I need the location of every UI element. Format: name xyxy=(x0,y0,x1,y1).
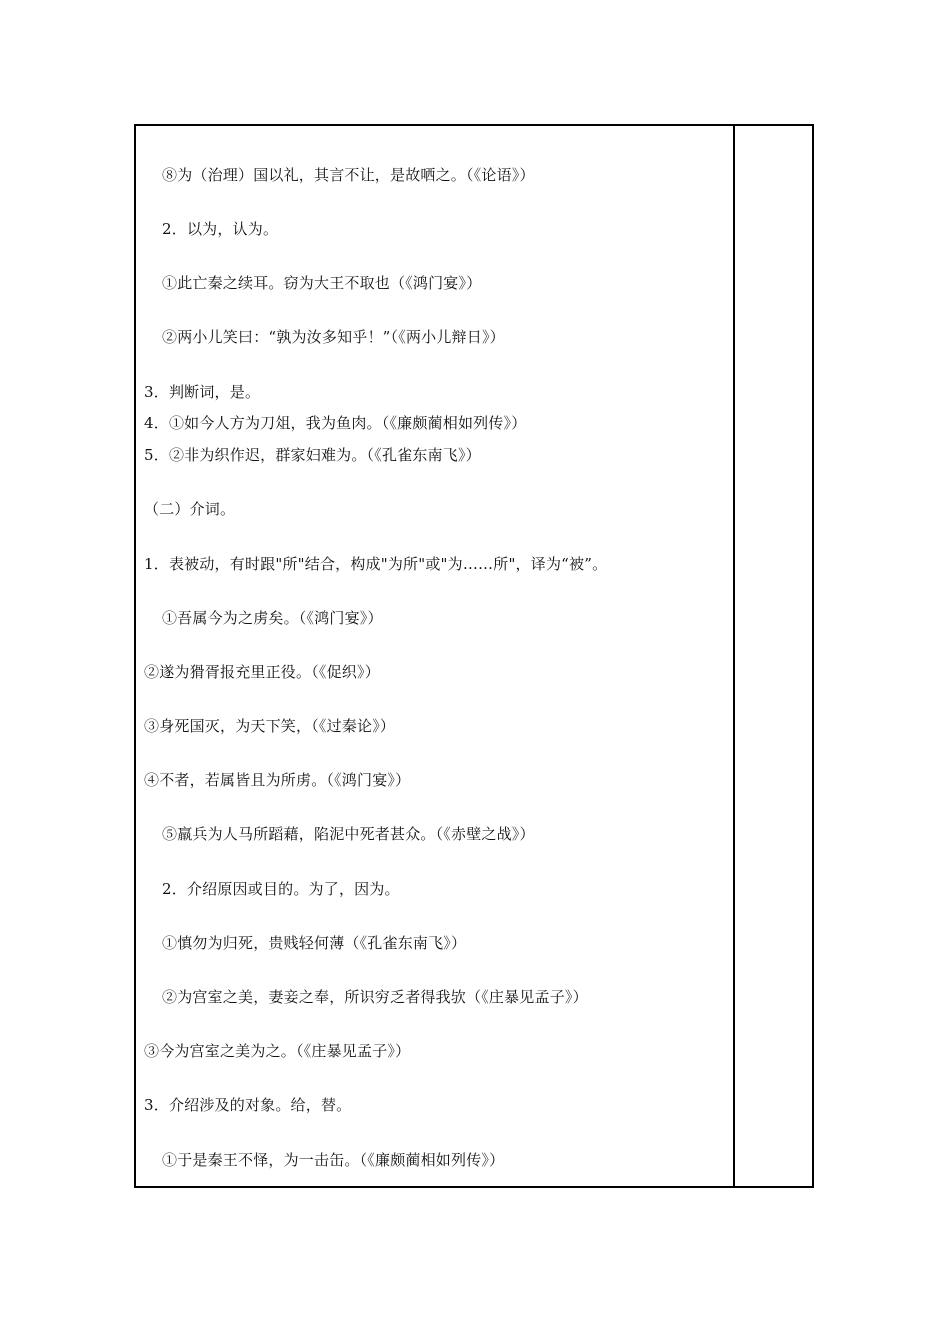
text-line: ①吾属今为之虏矣。（《鸿门宴》） xyxy=(162,609,383,627)
text-line: ①慎勿为归死，贵贱轻何薄（《孔雀东南飞》） xyxy=(162,934,467,952)
text-line: （二）介词。 xyxy=(144,500,236,518)
text-line: ⑤羸兵为人马所蹈藉，陷泥中死者甚众。（《赤壁之战》） xyxy=(162,825,535,843)
text-line: ③身死国灭，为天下笑，（《过秦论》） xyxy=(144,717,396,735)
text-line: ⑧为（治理）国以礼，其言不让，是故哂之。（《论语》） xyxy=(162,166,535,184)
text-line: ④不者，若属皆且为所虏。（《鸿门宴》） xyxy=(144,771,411,789)
text-line: 2．介绍原因或目的。为了，因为。 xyxy=(162,880,400,898)
text-line: ②为宫室之美，妻妾之奉，所识穷乏者得我欤（《庄暴见孟子》） xyxy=(162,988,588,1006)
text-line: 5．②非为织作迟，群家妇难为。（《孔雀东南飞》） xyxy=(144,446,481,464)
text-line: 2．以为，认为。 xyxy=(162,220,279,238)
text-line: 1．表被动，有时跟"所"结合，构成"为所"或"为……所"，译为“被”。 xyxy=(144,555,608,573)
text-line: ②两小儿笑曰：“孰为汝多知乎！”（《两小儿辩日》） xyxy=(162,328,505,346)
text-line: 4．①如今人方为刀俎，我为鱼肉。（《廉颇蔺相如列传》） xyxy=(144,414,527,432)
text-line: ③今为宫室之美为之。（《庄暴见孟子》） xyxy=(144,1042,411,1060)
column-divider xyxy=(733,126,735,1186)
text-line: 3．判断词，是。 xyxy=(144,383,261,401)
text-line: 3．介绍涉及的对象。给，替。 xyxy=(144,1096,352,1114)
text-line: ②遂为猾胥报充里正役。（《促织》） xyxy=(144,663,380,681)
text-line: ①于是秦王不怿，为一击缶。（《廉颇蔺相如列传》） xyxy=(162,1151,505,1169)
text-line: ①此亡秦之续耳。窃为大王不取也（《鸿门宴》） xyxy=(162,274,482,292)
content-table xyxy=(134,124,814,1188)
